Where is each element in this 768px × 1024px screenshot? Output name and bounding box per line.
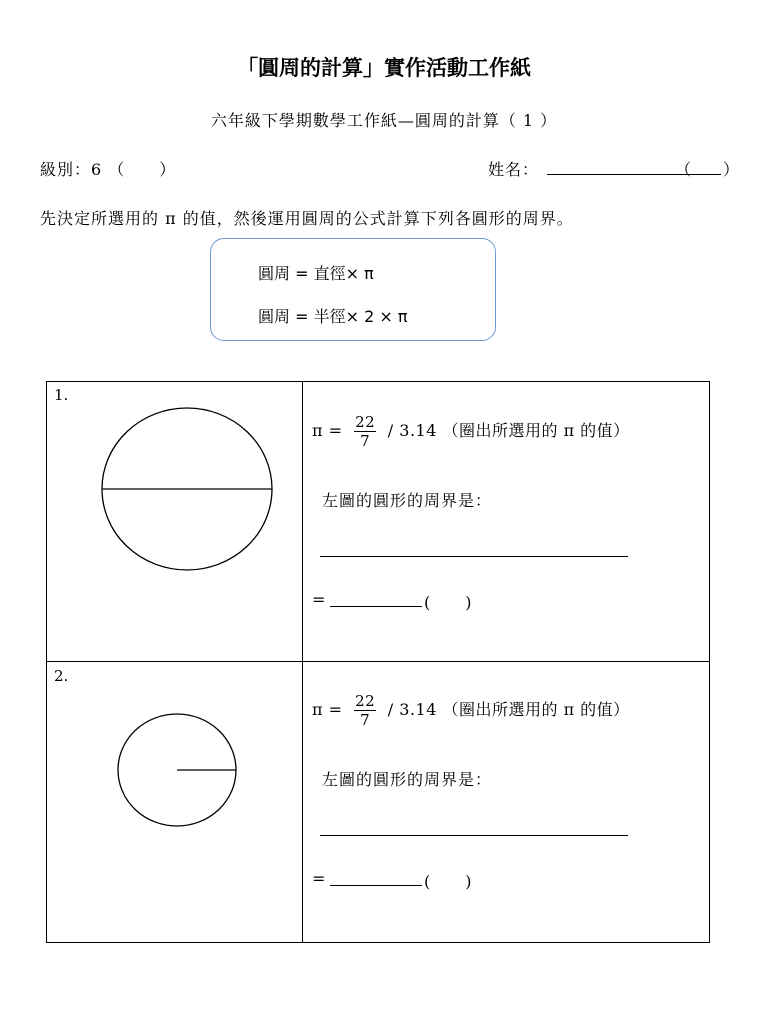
formula-radius: 圓周 = 半徑× 2 × π	[258, 307, 408, 326]
fraction-denominator: 7	[360, 432, 371, 450]
table-column-divider	[302, 381, 303, 943]
pi-suffix: / 3.14 （圈出所選用的 π 的值）	[387, 700, 630, 719]
circle-with-radius-diagram	[116, 712, 240, 830]
worksheet-title: 「圓周的計算」實作活動工作紙	[237, 56, 531, 80]
circle-with-diameter-diagram	[100, 405, 278, 573]
pi-fraction[interactable]	[354, 692, 376, 729]
question-number: 1.	[54, 386, 69, 404]
final-answer-line[interactable]	[330, 885, 422, 886]
answer-prefix: =	[312, 869, 327, 888]
class-field-label: 級別：6 （ ）	[40, 160, 177, 179]
pi-choice-row	[312, 413, 630, 450]
name-number-paren: （ ）	[675, 160, 740, 179]
pi-fraction[interactable]	[354, 413, 376, 450]
table-row-divider	[46, 661, 710, 662]
perimeter-prompt: 左圖的圓形的周界是：	[322, 770, 493, 789]
working-answer-line[interactable]	[320, 556, 628, 557]
pi-prefix: π =	[312, 421, 343, 440]
perimeter-prompt: 左圖的圓形的周界是：	[322, 491, 493, 510]
fraction-numerator: 22	[355, 692, 376, 710]
unit-paren[interactable]: ( )	[424, 593, 473, 612]
name-field-label: 姓名：	[488, 160, 540, 179]
fraction-numerator: 22	[355, 413, 376, 431]
answer-prefix: =	[312, 590, 327, 609]
final-answer-line[interactable]	[330, 606, 422, 607]
instruction-text: 先決定所選用的 π 的值，然後運用圓周的公式計算下列各圓形的周界。	[40, 209, 574, 228]
worksheet-subtitle: 六年級下學期數學工作紙—圓周的計算（ 1 ）	[210, 111, 558, 130]
working-answer-line[interactable]	[320, 835, 628, 836]
pi-prefix: π =	[312, 700, 343, 719]
unit-paren[interactable]: ( )	[424, 872, 473, 891]
formula-diameter: 圓周 = 直徑× π	[258, 264, 374, 283]
pi-suffix: / 3.14 （圈出所選用的 π 的值）	[387, 421, 630, 440]
fraction-denominator: 7	[360, 711, 371, 729]
question-number: 2.	[54, 667, 69, 685]
pi-choice-row	[312, 692, 630, 729]
